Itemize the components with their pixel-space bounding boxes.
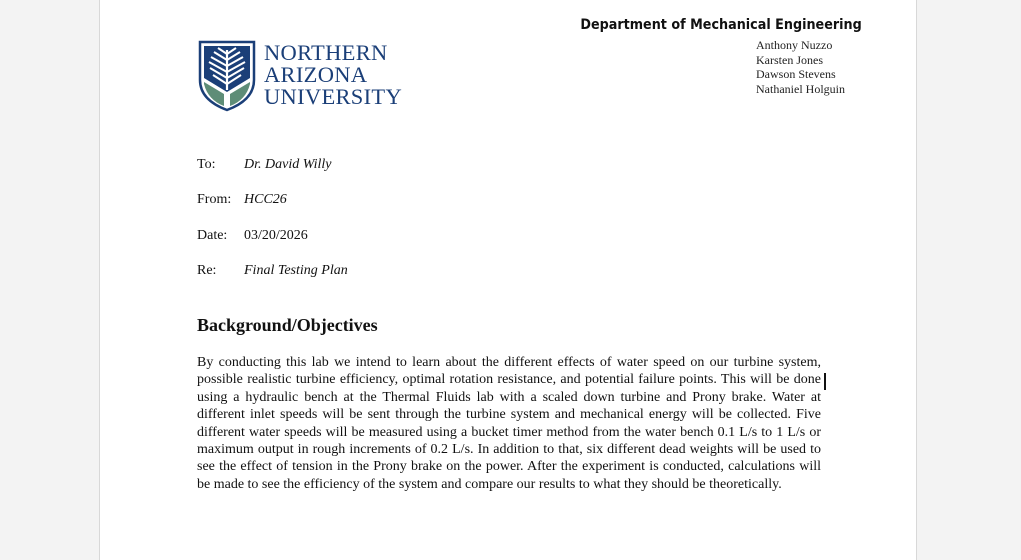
author-name: Karsten Jones [756, 52, 823, 67]
text-cursor [824, 373, 826, 390]
author-name: Dawson Stevens [756, 67, 836, 82]
section-heading: Background/Objectives [197, 315, 378, 335]
author-list [756, 38, 845, 97]
memo-re-value: Final Testing Plan [244, 262, 348, 278]
nau-shield-icon [198, 40, 256, 112]
section-paragraph[interactable]: By conducting this lab we intend to learn about the different effects of water speed on our turbine system, possible realistic turbine efficiency, optimal rotation resistance, and potential failure points. This will be done using a hydraulic bench at the Thermal Fluids lab with a scaled down turbine and Prony brake. Water at different inlet speeds will be sent through the turbine system and mechanical energy will be collected. Five different water speeds will be measured using a bucket timer method from the water bench 0.1 L/s to 1 L/s or maximum output in rough increments of 0.2 L/s. In addition to that, six different dead weights will be used to see the effect of tension in the Prony brake on the power. After the experiment is conducted, calculations will be made to see the efficiency of the system and compare our results to what they should be theoretically. [197, 355, 821, 492]
memo-date-label: Date: [197, 227, 228, 243]
wordmark-line1: NORTHERN [264, 40, 388, 65]
university-logo [198, 40, 428, 114]
memo-re-label: Re: [197, 262, 217, 278]
author-name: Anthony Nuzzo [756, 38, 833, 52]
memo-date-value: 03/20/2026 [244, 227, 308, 243]
document-page [99, 0, 917, 560]
memo-to-label: To: [197, 157, 216, 172]
wordmark-line2: ARIZONA [264, 62, 368, 87]
memo-to-value: Dr. David Willy [244, 157, 332, 172]
university-wordmark [264, 42, 402, 108]
wordmark-line3: UNIVERSITY [264, 84, 402, 109]
department-title: Department of Mechanical Engineering [580, 17, 862, 33]
memo-from-label: From: [197, 192, 232, 208]
author-name: Nathaniel Holguin [756, 82, 845, 97]
memo-from-value: HCC26 [244, 192, 287, 208]
